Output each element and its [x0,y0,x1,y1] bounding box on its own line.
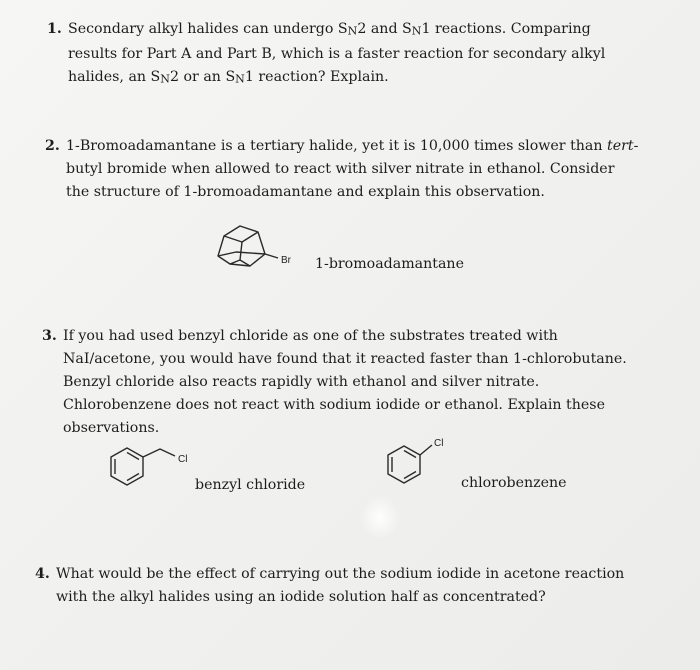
question-text: If you had used benzyl chloride as one of the substrates treated with NaI/acetone, you would have found that it reacted faster than 1-chlorobutane. Benzyl chloride also reacts rapidly with ethanol and silver nitrate. Chlorobenzene does not react with sodium iodide or ethanol. Explain these observations. [63,328,627,436]
question-number: 1. [47,21,62,37]
chlorobenzene-structure [380,432,460,492]
question-2 [45,135,640,204]
chlorobenzene-label: chlorobenzene [461,475,567,491]
benzyl-chloride-structure [105,440,200,495]
bromoadamantane-structure [210,218,300,273]
question-number: 4. [35,566,50,582]
chlorine-atom-label: Cl [178,454,188,465]
question-3 [42,325,642,440]
chlorine-atom-label: Cl [434,438,444,449]
question-4 [35,563,645,609]
question-text: Secondary alkyl halides can undergo SN2 and SN1 reactions. Comparing results for Part A and Part B, which is a faster reaction for secondary alkyl halides, an SN2 or an SN1 reaction? Explain. [68,21,606,86]
question-text: 1-Bromoadamantane is a tertiary halide, yet it is 10,000 times slower than tert- butyl bromide when allowed to react with silver nitrate in ethanol. Consider the structure of 1-bromoadamantane and explain this observation. [66,138,639,200]
bromine-atom-label: Br [281,255,291,266]
benzyl-chloride-label: benzyl chloride [195,477,306,493]
question-text: What would be the effect of carrying out the sodium iodide in acetone reaction with the alkyl halides using an iodide solution half as concentrated? [56,566,625,605]
bromoadamantane-label: 1-bromoadamantane [315,256,464,272]
photo-glare [360,495,400,540]
question-1 [47,18,637,90]
question-number: 3. [42,328,57,344]
question-number: 2. [45,138,60,154]
